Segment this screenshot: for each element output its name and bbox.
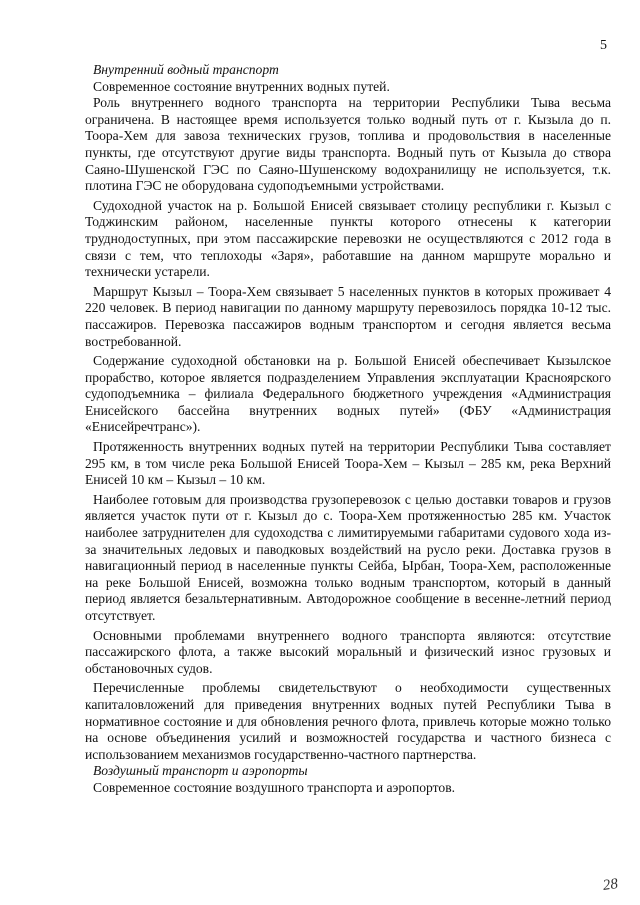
paragraph-4: Содержание судоходной обстановки на р. Большой Енисей обеспечивает Кызылское прорабство, которое является подразделением Управления эксплуатации Красноярского судоподъемника – филиала Федерального бюджетного учреждения «Администрация Енисейского бассейна внутренних водных путей» (ФБУ «Администрация «Енисейречтранс»). xyxy=(85,353,611,435)
section-subheading-air-status: Современное состояние воздушного транспорта и аэропортов. xyxy=(93,779,456,795)
page-number: 5 xyxy=(600,38,607,53)
paragraph-8: Перечисленные проблемы свидетельствуют о необходимости существенных капиталовложений для приведения внутренних водных путей Республики Тыва в нормативное состояние и для обновления речного флота, привлечь которые можно только на основе объединения усилий и возможностей государства и частного бизнеса с использованием механизмов государственно-частного партнерства. xyxy=(85,680,611,762)
paragraph-3: Маршрут Кызыл – Тоора-Хем связывает 5 населенных пунктов в которых проживает 4 220 человек. В период навигации по данному маршруту перевозилось порядка 10-12 тыс. пассажиров. Перевозка пассажиров водным транспортом и сегодня является весьма востребованной. xyxy=(85,283,611,349)
section-heading-air-transport: Воздушный транспорт и аэропорты xyxy=(93,763,308,779)
paragraph-2: Судоходной участок на р. Большой Енисей связывает столицу республики г. Кызыл с Тоджинским районом, населенные пункты которого отнесены к категории труднодоступных, при этом пассажирские перевозки не осуществляются с 2012 года в связи с тем, что теплоходы «Заря», работавшие на данном маршруте морально и технически устарели. xyxy=(85,197,611,280)
paragraph-7: Основными проблемами внутреннего водного транспорта являются: отсутствие пассажирского флота, а также высокий моральный и физический износ грузовых и обстановочных судов. xyxy=(85,627,611,676)
handwritten-page-mark: 28 xyxy=(601,876,619,894)
section-heading-water-transport: Внутренний водный транспорт xyxy=(93,62,279,77)
document-body xyxy=(85,62,611,797)
paragraph-1: Роль внутреннего водного транспорта на территории Республики Тыва весьма ограничена. В настоящее время используется только водный путь от г. Кызыла до п. Тоора-Хем для завоза технических грузов, топлива и продовольствия в населенные пункты, где отсутствуют другие виды транспорта. Водный путь от Кызыла до створа Саяно-Шушенской ГЭС по Саяно-Шушенскому водохранилищу не используется, т.к. плотина ГЭС не оборудована судоподъемными устройствами. xyxy=(85,95,611,194)
section-subheading-water-routes: Современное состояние внутренних водных путей. xyxy=(93,78,390,94)
paragraph-6: Наиболее готовым для производства грузоперевозок с целью доставки товаров и грузов является участок пути от г. Кызыл до с. Тоора-Хем протяженностью 285 км. Участок наиболее затруднителен для судоходства с лимитируемыми габаритами судового хода из-за значительных ледовых и паводковых воздействий на русло реки. Доставка грузов в навигационный период в населенные пункты Сейба, Ырбан, Тоора-Хем, расположенные на реке Большой Енисей, возможна только водным транспортом, который в данный период является безальтернативным. Автодорожное сообщение в весенне-летний период отсутствует. xyxy=(85,491,611,623)
paragraph-5: Протяженность внутренних водных путей на территории Республики Тыва составляет 295 км, в том числе река Большой Енисей Тоора-Хем – Кызыл – 285 км, река Верхний Енисей 10 км – Кызыл – 10 км. xyxy=(85,439,611,488)
